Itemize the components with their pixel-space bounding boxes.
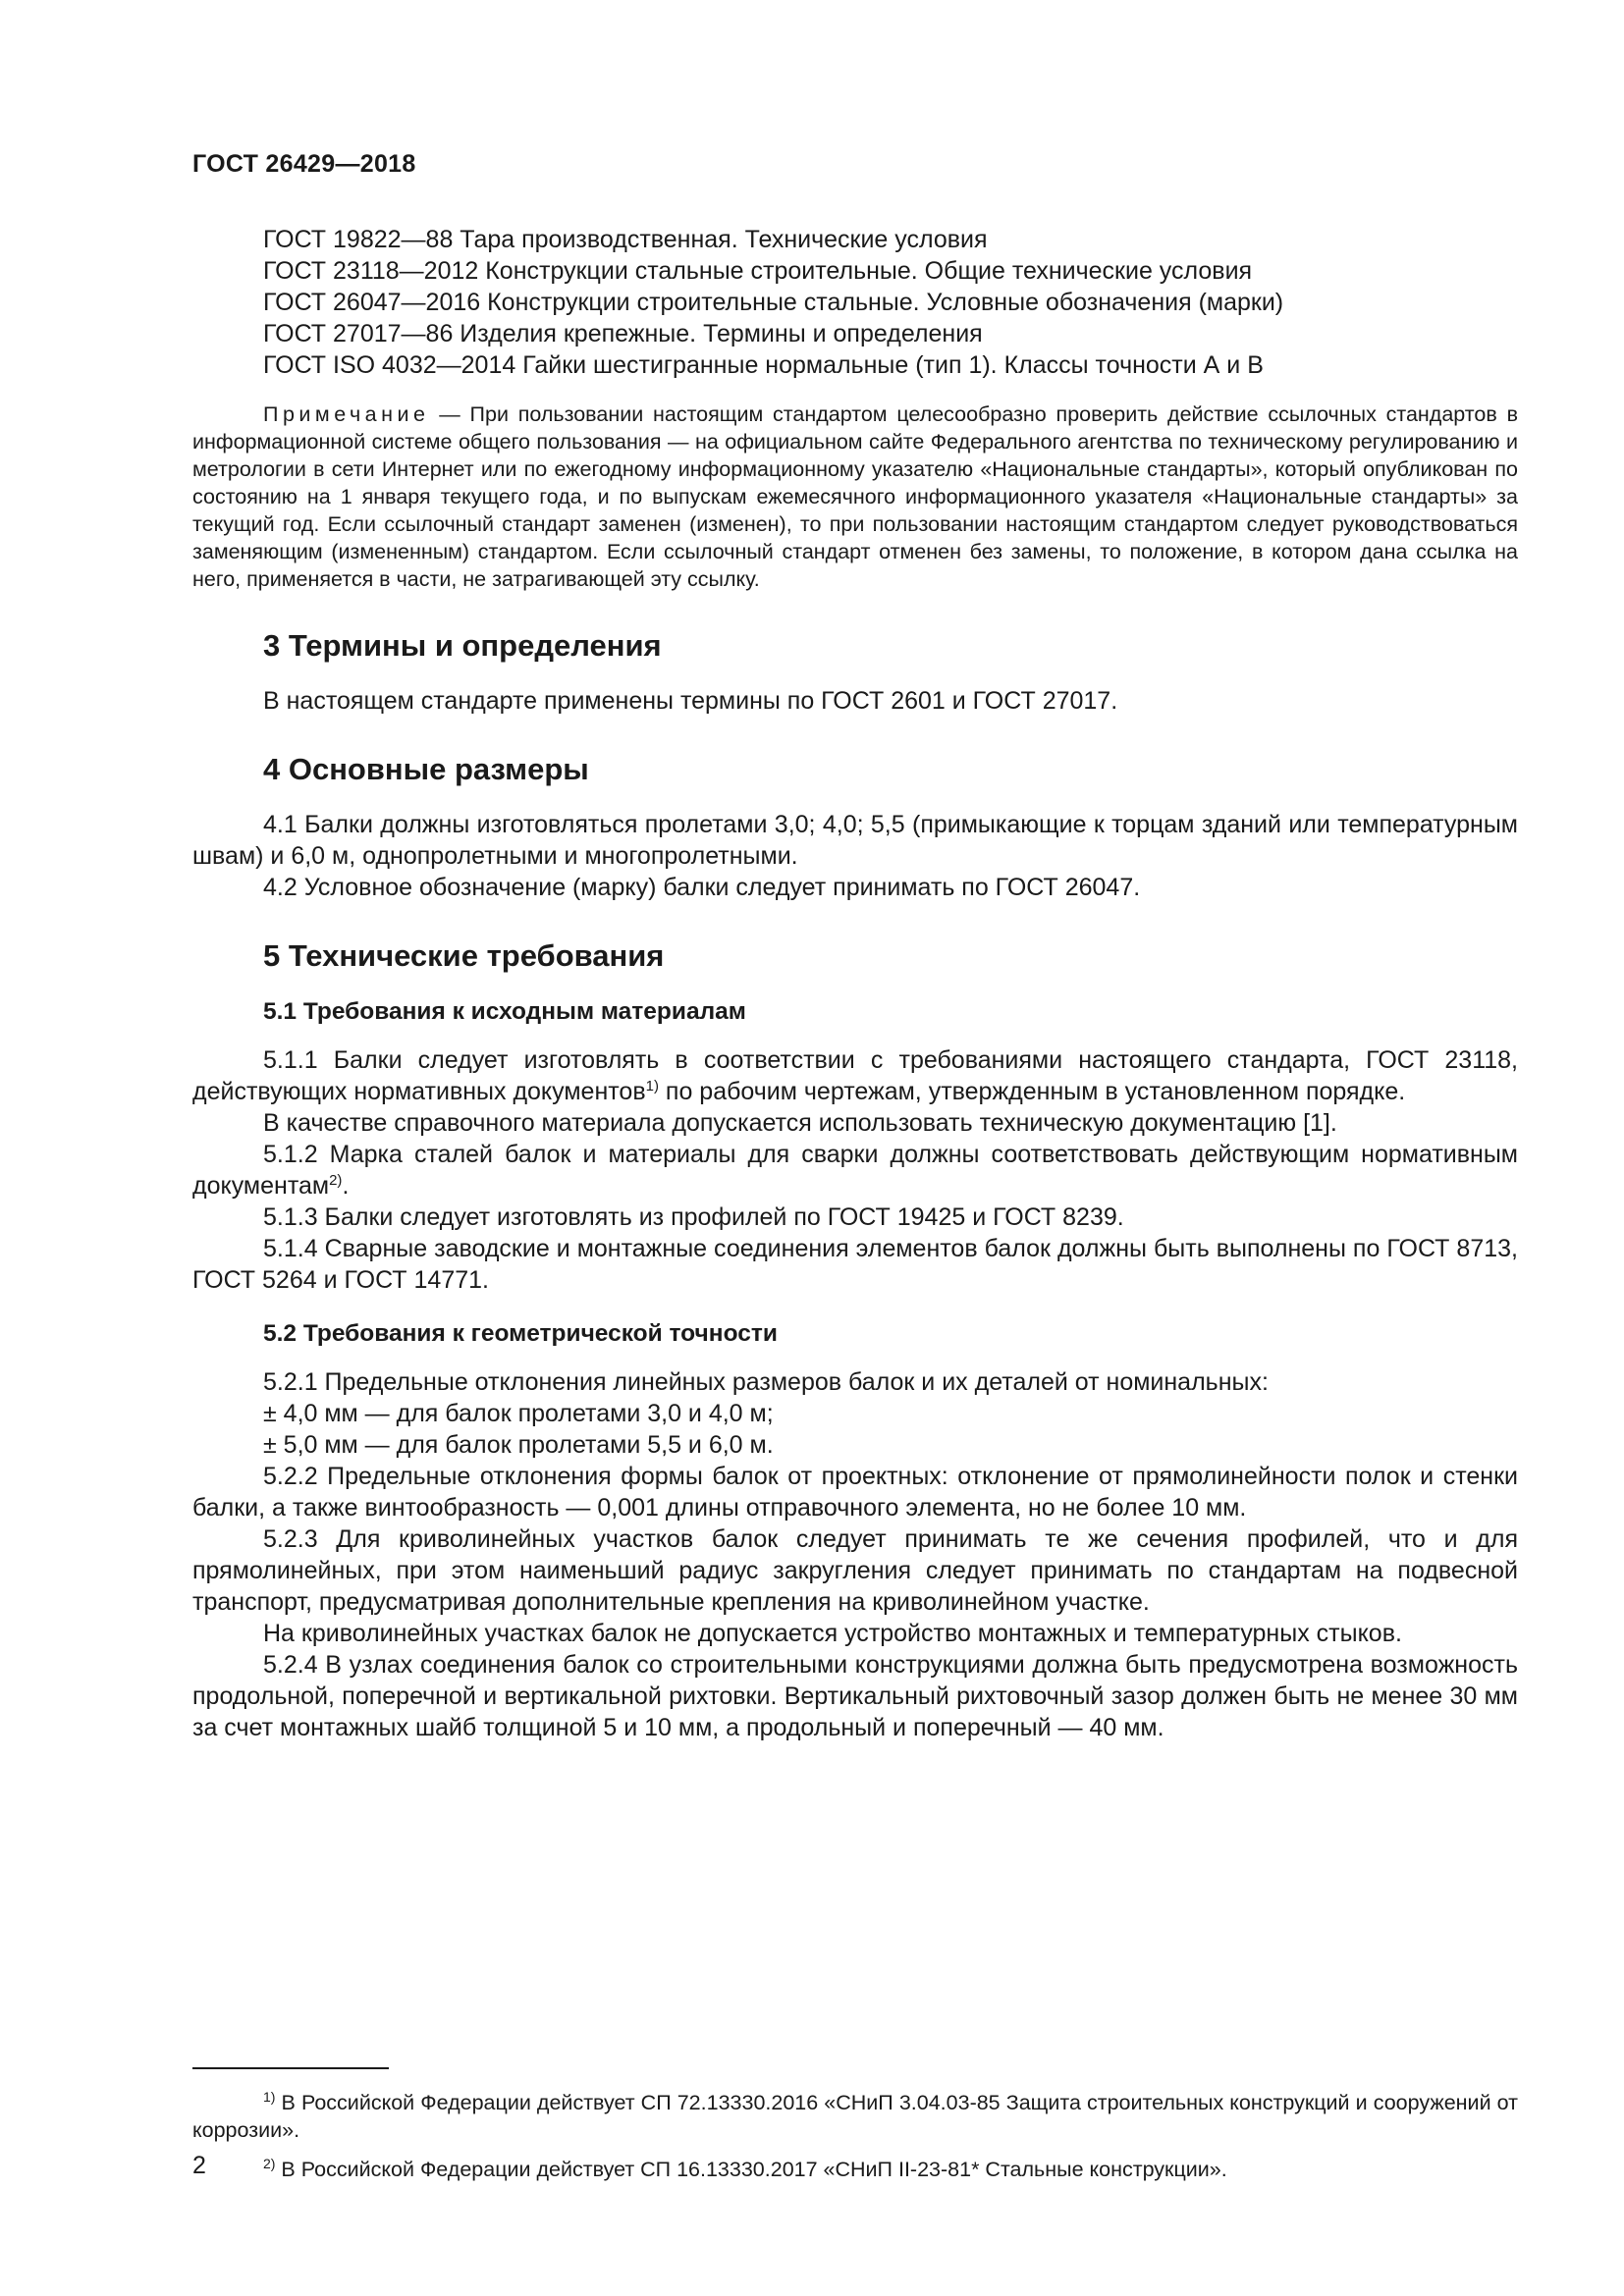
footnote-separator <box>192 2067 389 2069</box>
clause-5-2-1-item-b: ± 5,0 мм — для балок пролетами 5,5 и 6,0 м. <box>263 1431 774 1459</box>
reference-item: ГОСТ 27017—86 Изделия крепежные. Термины и определения <box>263 320 983 347</box>
reference-item: ГОСТ ISO 4032—2014 Гайки шестигранные нормальные (тип 1). Классы точности А и В <box>263 351 1264 379</box>
clause-5-1-3: 5.1.3 Балки следует изготовлять из профилей по ГОСТ 19425 и ГОСТ 8239. <box>263 1203 1124 1231</box>
clause-5-2-4: 5.2.4 В узлах соединения балок со строительными конструкциями должна быть предусмотрена возможность продольной, поперечной и вертикальной рихтовки. Вертикальный рихтовочный зазор должен быть не менее 30 мм за счет монтажных шайб толщиной 5 и 10 мм, а продольный и поперечный — 40 мм. <box>192 1651 1518 1741</box>
clause-4-2: 4.2 Условное обозначение (марку) балки следует принимать по ГОСТ 26047. <box>263 874 1141 901</box>
running-head: ГОСТ 26429—2018 <box>192 150 416 178</box>
footnote-mark: 1) <box>263 2089 276 2105</box>
clause-4-1: 4.1 Балки должны изготовляться пролетами 3,0; 4,0; 5,5 (примыкающие к торцам зданий или температурным швам) и 6,0 м, однопролетными и многопролетными. <box>192 811 1518 870</box>
footnote-ref-1: 1) <box>645 1078 659 1095</box>
section-5-heading: 5 Технические требования <box>263 938 665 973</box>
footnote-1: $^{1)}$ В Российской Федерации действует СП 72.13330.2016 «СНиП 3.04.03-85 Защита строительных конструкций и сооружений от коррозии». <box>192 2089 1518 2142</box>
reference-item: ГОСТ 23118—2012 Конструкции стальные строительные. Общие технические условия <box>263 257 1253 285</box>
clause-5-1-2: 5.1.2 Марка сталей балок и материалы для сварки должны соответствовать действующим нормативным документам$^{2)}$. <box>192 1141 1518 1200</box>
page-number: 2 <box>192 2152 206 2179</box>
clause-5-1-4: 5.1.4 Сварные заводские и монтажные соединения элементов балок должны быть выполнены по ГОСТ 8713, ГОСТ 5264 и ГОСТ 14771. <box>192 1235 1518 1294</box>
subsection-5-2-heading: 5.2 Требования к геометрической точности <box>263 1320 778 1347</box>
clause-5-2-3-cont: На криволинейных участках балок не допускается устройство монтажных и температурных стыков. <box>263 1620 1402 1647</box>
footnote-2: $^{2)}$ В Российской Федерации действует СП 16.13330.2017 «СНиП II-23-81* Стальные конструкции». <box>263 2156 1227 2181</box>
document-body <box>192 224 1518 1743</box>
clause-5-2-2: 5.2.2 Предельные отклонения формы балок от проектных: отклонение от прямолинейности полок и стенки балки, а также винтообразность — 0,001 длины отправочного элемента, но не более 10 мм. <box>192 1463 1518 1522</box>
clause-5-2-1: 5.2.1 Предельные отклонения линейных размеров балок и их деталей от номинальных: <box>263 1368 1269 1396</box>
clause-5-1-1: 5.1.1 Балки следует изготовлять в соответствии с требованиями настоящего стандарта, ГОСТ 23118, действующих нормативных документов$^{1)}$ по рабочим чертежам, утвержденным в установленном порядке. <box>192 1046 1518 1105</box>
footnote-ref-2: 2) <box>329 1172 343 1189</box>
clause-5-2-3: 5.2.3 Для криволинейных участков балок следует принимать те же сечения профилей, что и для прямолинейных, при этом наименьший радиус закругления следует принимать по стандартам на подвесной транспорт, предусматривая дополнительные крепления на криволинейном участке. <box>192 1525 1518 1616</box>
footnote-mark: 2) <box>263 2156 276 2171</box>
section-4-heading: 4 Основные размеры <box>263 752 589 786</box>
footnotes <box>192 2089 1518 2195</box>
note-label: Примечание <box>263 402 430 426</box>
note-text: — При пользовании настоящим стандартом целесообразно проверить действие ссылочных стандартов в информационной системе общего пользования — на официальном сайте Федерального агентства по техническому регулированию и метрологии в сети Интернет или по ежегодному информационному указателю «Национальные стандарты», который опубликован по состоянию на 1 января текущего года, и по выпускам ежемесячного информационного указателя «Национальные стандарты» за текущий год. Если ссылочный стандарт заменен (изменен), то при пользовании настоящим стандартом следует руководствоваться заменяющим (измененным) стандартом. Если ссылочный стандарт отменен без замены, то положение, в котором дана ссылка на него, применяется в части, не затрагивающей эту ссылку. <box>192 402 1518 591</box>
note-paragraph <box>192 400 1518 593</box>
section-3-heading: 3 Термины и определения <box>263 628 662 663</box>
subsection-5-1-heading: 5.1 Требования к исходным материалам <box>263 998 746 1025</box>
reference-item: ГОСТ 19822—88 Тара производственная. Технические условия <box>263 226 988 253</box>
section-3-text: В настоящем стандарте применены термины по ГОСТ 2601 и ГОСТ 27017. <box>263 687 1118 715</box>
normative-references-list <box>263 224 1518 381</box>
clause-5-2-1-item-a: ± 4,0 мм — для балок пролетами 3,0 и 4,0 м; <box>263 1400 774 1427</box>
clause-5-1-1-note: В качестве справочного материала допускается использовать техническую документацию [1]. <box>263 1109 1337 1137</box>
reference-item: ГОСТ 26047—2016 Конструкции строительные стальные. Условные обозначения (марки) <box>263 289 1284 316</box>
